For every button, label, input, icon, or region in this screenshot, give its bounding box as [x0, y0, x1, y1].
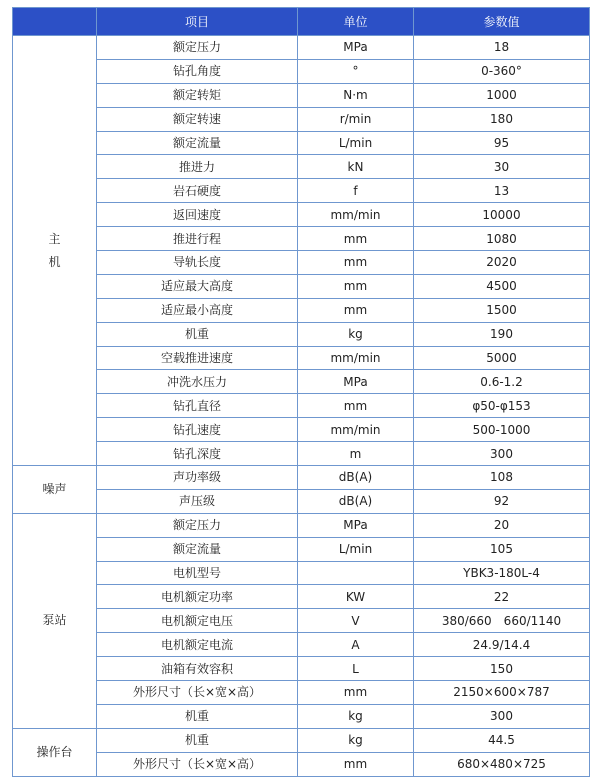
table-row — [13, 633, 590, 657]
item-cell: 额定流量 — [97, 537, 298, 561]
item-cell: 钻孔角度 — [97, 59, 298, 83]
unit-cell: L/min — [298, 537, 414, 561]
unit-cell: mm — [298, 752, 414, 776]
value-cell: 24.9/14.4 — [414, 633, 590, 657]
unit-cell: L — [298, 657, 414, 681]
item-cell: 外形尺寸（长×宽×高） — [97, 752, 298, 776]
unit-cell: mm/min — [298, 203, 414, 227]
value-cell: 108 — [414, 466, 590, 490]
header-section — [13, 8, 97, 36]
table-row — [13, 442, 590, 466]
value-cell: 0.6-1.2 — [414, 370, 590, 394]
value-cell: 105 — [414, 537, 590, 561]
item-cell: 油箱有效容积 — [97, 657, 298, 681]
table-row — [13, 394, 590, 418]
unit-cell: MPa — [298, 513, 414, 537]
value-cell: 4500 — [414, 274, 590, 298]
unit-cell: L/min — [298, 131, 414, 155]
value-cell: 500-1000 — [414, 418, 590, 442]
table-row — [13, 585, 590, 609]
item-cell: 适应最小高度 — [97, 298, 298, 322]
unit-cell: kg — [298, 728, 414, 752]
unit-cell: kN — [298, 155, 414, 179]
value-cell: 190 — [414, 322, 590, 346]
unit-cell: dB(A) — [298, 489, 414, 513]
table-row — [13, 704, 590, 728]
value-cell: 2150×600×787 — [414, 681, 590, 705]
unit-cell: ° — [298, 59, 414, 83]
value-cell: 5000 — [414, 346, 590, 370]
section-label-char: 机 — [48, 254, 61, 269]
item-cell: 岩石硬度 — [97, 179, 298, 203]
table-row — [13, 609, 590, 633]
item-cell: 推进力 — [97, 155, 298, 179]
unit-cell: mm — [298, 251, 414, 275]
item-cell: 钻孔速度 — [97, 418, 298, 442]
item-cell: 外形尺寸（长×宽×高） — [97, 681, 298, 705]
item-cell: 额定转矩 — [97, 83, 298, 107]
unit-cell: mm — [298, 681, 414, 705]
value-cell: 1080 — [414, 227, 590, 251]
unit-cell: mm/min — [298, 346, 414, 370]
item-cell: 空载推进速度 — [97, 346, 298, 370]
value-cell: 30 — [414, 155, 590, 179]
unit-cell: MPa — [298, 370, 414, 394]
item-cell: 声压级 — [97, 489, 298, 513]
header-unit: 单位 — [298, 8, 414, 36]
unit-cell: mm — [298, 394, 414, 418]
table-row — [13, 657, 590, 681]
section-label: 噪声 — [13, 466, 97, 514]
unit-cell: mm — [298, 227, 414, 251]
table-row — [13, 36, 590, 60]
item-cell: 额定转速 — [97, 107, 298, 131]
item-cell: 机重 — [97, 322, 298, 346]
table-row — [13, 322, 590, 346]
table-row — [13, 107, 590, 131]
table-row — [13, 179, 590, 203]
table-row — [13, 537, 590, 561]
value-cell: φ50-φ153 — [414, 394, 590, 418]
table-row — [13, 274, 590, 298]
item-cell: 电机型号 — [97, 561, 298, 585]
unit-cell: KW — [298, 585, 414, 609]
item-cell: 电机额定电压 — [97, 609, 298, 633]
table-row — [13, 298, 590, 322]
table-row — [13, 561, 590, 585]
table-header — [13, 8, 590, 36]
header-row — [13, 8, 590, 36]
unit-cell: m — [298, 442, 414, 466]
value-cell: YBK3-180L-4 — [414, 561, 590, 585]
value-cell: 680×480×725 — [414, 752, 590, 776]
unit-cell: kg — [298, 322, 414, 346]
item-cell: 额定流量 — [97, 131, 298, 155]
value-cell: 380/660 660/1140 — [414, 609, 590, 633]
value-cell: 300 — [414, 442, 590, 466]
table-row — [13, 370, 590, 394]
unit-cell: mm — [298, 298, 414, 322]
unit-cell: r/min — [298, 107, 414, 131]
value-cell: 1000 — [414, 83, 590, 107]
table-row — [13, 466, 590, 490]
table-row — [13, 227, 590, 251]
table-row — [13, 489, 590, 513]
item-cell: 钻孔深度 — [97, 442, 298, 466]
item-cell: 额定压力 — [97, 36, 298, 60]
item-cell: 机重 — [97, 704, 298, 728]
unit-cell: A — [298, 633, 414, 657]
unit-cell: MPa — [298, 36, 414, 60]
section-label: 泵站 — [13, 513, 97, 728]
section-label: 操作台 — [13, 728, 97, 776]
item-cell: 电机额定电流 — [97, 633, 298, 657]
item-cell: 机重 — [97, 728, 298, 752]
value-cell: 92 — [414, 489, 590, 513]
value-cell: 13 — [414, 179, 590, 203]
value-cell: 150 — [414, 657, 590, 681]
item-cell: 额定压力 — [97, 513, 298, 537]
value-cell: 44.5 — [414, 728, 590, 752]
table-body — [13, 36, 590, 777]
unit-cell: f — [298, 179, 414, 203]
item-cell: 返回速度 — [97, 203, 298, 227]
section-label-char: 主 — [48, 231, 61, 246]
unit-cell: mm/min — [298, 418, 414, 442]
table-row — [13, 155, 590, 179]
value-cell: 20 — [414, 513, 590, 537]
table-row — [13, 251, 590, 275]
table-row — [13, 346, 590, 370]
value-cell: 1500 — [414, 298, 590, 322]
item-cell: 导轨长度 — [97, 251, 298, 275]
table-row — [13, 203, 590, 227]
item-cell: 适应最大高度 — [97, 274, 298, 298]
unit-cell: mm — [298, 274, 414, 298]
value-cell: 22 — [414, 585, 590, 609]
unit-cell — [298, 561, 414, 585]
table-row — [13, 752, 590, 776]
value-cell: 0-360° — [414, 59, 590, 83]
table-row — [13, 59, 590, 83]
value-cell: 95 — [414, 131, 590, 155]
table-row — [13, 728, 590, 752]
section-label — [13, 36, 97, 466]
unit-cell: N·m — [298, 83, 414, 107]
table-row — [13, 131, 590, 155]
unit-cell: dB(A) — [298, 466, 414, 490]
item-cell: 推进行程 — [97, 227, 298, 251]
item-cell: 声功率级 — [97, 466, 298, 490]
spec-table — [12, 7, 590, 777]
value-cell: 180 — [414, 107, 590, 131]
item-cell: 电机额定功率 — [97, 585, 298, 609]
header-value: 参数值 — [414, 8, 590, 36]
table-row — [13, 513, 590, 537]
value-cell: 300 — [414, 704, 590, 728]
item-cell: 冲洗水压力 — [97, 370, 298, 394]
item-cell: 钻孔直径 — [97, 394, 298, 418]
header-item: 项目 — [97, 8, 298, 36]
table-row — [13, 83, 590, 107]
value-cell: 18 — [414, 36, 590, 60]
table-row — [13, 681, 590, 705]
value-cell: 10000 — [414, 203, 590, 227]
unit-cell: kg — [298, 704, 414, 728]
value-cell: 2020 — [414, 251, 590, 275]
unit-cell: V — [298, 609, 414, 633]
table-row — [13, 418, 590, 442]
